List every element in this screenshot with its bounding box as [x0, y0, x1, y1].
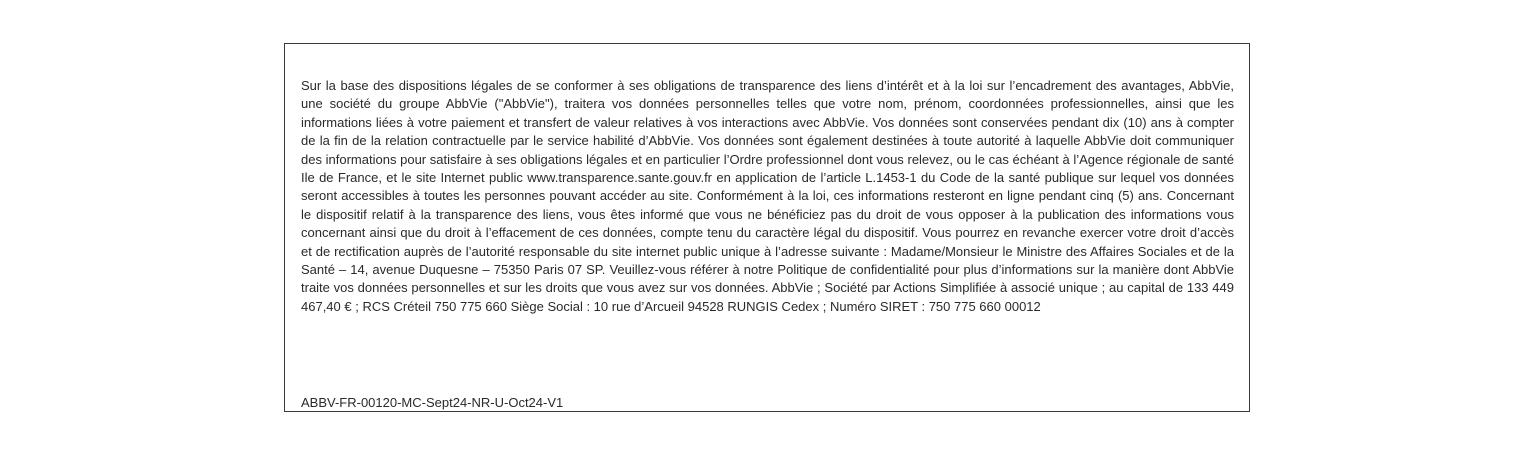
document-reference-code: ABBV-FR-00120-MC-Sept24-NR-U-Oct24-V1: [301, 395, 564, 410]
privacy-notice-text: Sur la base des dispositions légales de se conformer à ses obligations de transparence des liens d’intérêt et à la loi sur l’encadrement des avantages, AbbVie, une société du groupe AbbVie ("AbbVie"), traitera vos données personnelles telles que votre nom, prénom, coordonnées professionnelles, ainsi que les informations liées à votre paiement et transfert de valeur relatives à vos interactions avec AbbVie. Vos données sont conservées pendant dix (10) ans à compter de la fin de la relation contractuelle par le service habilité d’AbbVie. Vos données sont également destinées à toute autorité à laquelle AbbVie doit communiquer des informations pour satisfaire à ses obligations légales et en particulier l’Ordre professionnel dont vous relevez, ou le cas échéant à l’Agence régionale de santé Ile de France, et le site Internet public www.transparence.sante.gouv.fr en application de l’article L.1453-1 du Code de la santé publique sur lequel vos données seront accessibles à toutes les personnes pouvant accéder au site. Conformément à la loi, ces informations resteront en ligne pendant cinq (5) ans. Concernant le dispositif relatif à la transparence des liens, vous êtes informé que vous ne bénéficiez pas du droit de vous opposer à la publication des informations vous concernant ainsi que du droit à l’effacement de ces données, compte tenu du caractère légal du dispositif. Vous pourrez en revanche exercer votre droit d’accès et de rectification auprès de l’autorité responsable du site internet public unique à l’adresse suivante : Madame/Monsieur le Ministre des Affaires Sociales et de la Santé – 14, avenue Duquesne – 75350 Paris 07 SP. Veuillez-vous référer à notre Politique de confidentialité pour plus d’informations sur la manière dont AbbVie traite vos données personnelles et sur les droits que vous avez sur vos données. AbbVie ; Société par Actions Simplifiée à associé unique ; au capital de 133 449 467,40 € ; RCS Créteil 750 775 660 Siège Social : 10 rue d’Arcueil 94528 RUNGIS Cedex ; Numéro SIRET : 750 775 660 00012: [301, 78, 1234, 314]
